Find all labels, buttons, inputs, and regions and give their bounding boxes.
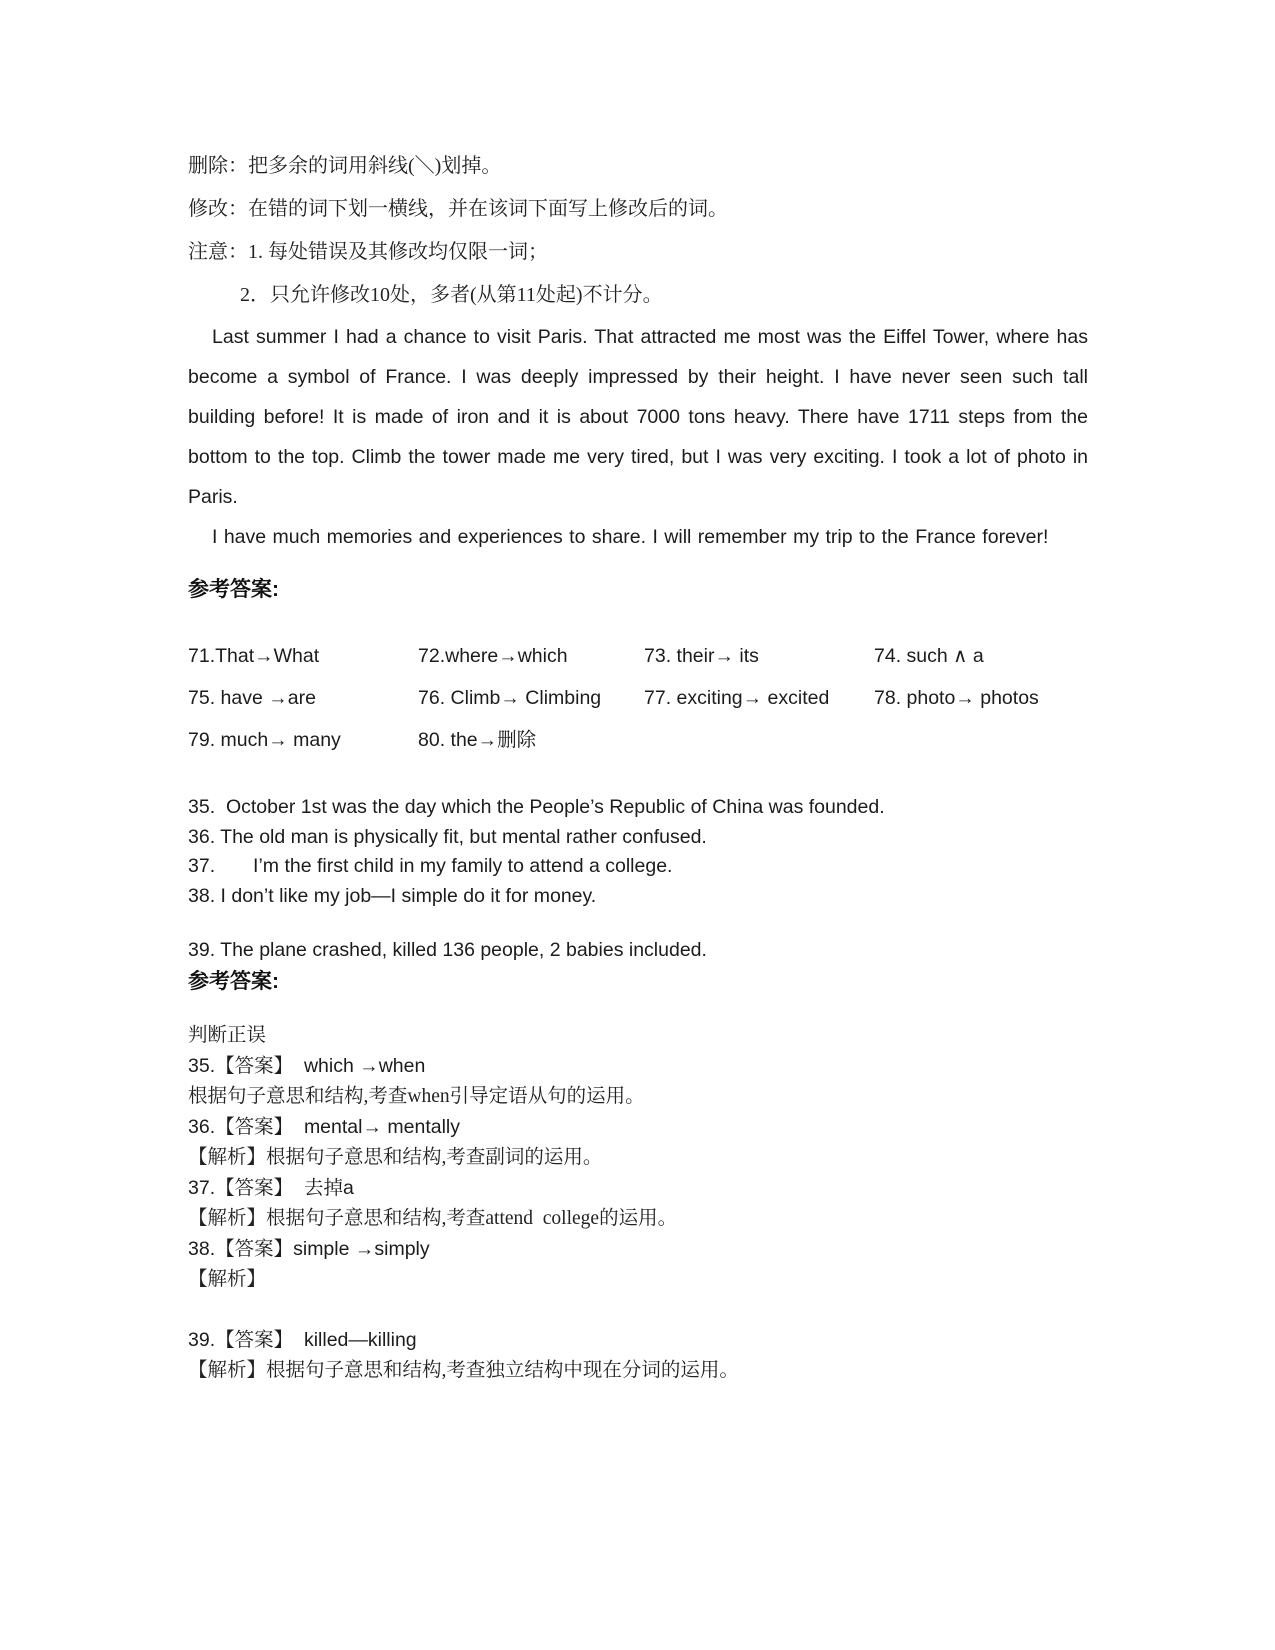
answer-entry-39: 39.【答案】 killed—killing (188, 1329, 417, 1351)
answer-item-74: 74. such ∧ a (874, 645, 984, 667)
analysis-38: 【解析】 (188, 1268, 267, 1290)
instruction-note-2: 2．只允许修改10处，多者(从第11处起)不计分。 (240, 284, 663, 306)
answer-key-heading-2: 参考答案: (188, 969, 279, 993)
sentence-list (188, 793, 1088, 966)
document-content (188, 145, 1088, 1386)
analysis-35: 根据句子意思和结构,考查when引导定语从句的运用。 (188, 1085, 645, 1107)
correction-instructions (188, 145, 1088, 317)
analysis-36: 【解析】根据句子意思和结构,考查副词的运用。 (188, 1146, 603, 1168)
essay-paragraph-2: I have much memories and experiences to share. I will remember my trip to the France forever! (212, 526, 1049, 548)
sentence-36: 36. The old man is physically fit, but mental rather confused. (188, 825, 707, 848)
judge-section-title: 判断正误 (188, 1024, 267, 1046)
answer-item-76: 76. Climb→ Climbing (418, 687, 602, 709)
answer-entry-35: 35.【答案】 which →when (188, 1055, 426, 1077)
answer-entry-36: 36.【答案】 mental→ mentally (188, 1116, 461, 1138)
answer-item-73: 73. their→ its (644, 645, 759, 667)
answer-item-72: 72.where→which (418, 645, 568, 667)
instruction-delete: 删除：把多余的词用斜线(＼)划掉。 (188, 155, 502, 177)
sentence-39: 39. The plane crashed, killed 136 people, 2 babies included. (188, 939, 707, 961)
answer-item-71: 71.That→What (188, 645, 320, 667)
answer-key-heading-1: 参考答案: (188, 578, 279, 601)
answer-entry-38: 38.【答案】simple →simply (188, 1238, 430, 1260)
sentence-35: 35. October 1st was the day which the People’s Republic of China was founded. (188, 796, 885, 818)
instruction-modify: 修改：在错的词下划一横线，并在该词下面写上修改后的词。 (188, 198, 728, 220)
essay-passage (188, 317, 1088, 557)
answer-entry-37: 37.【答案】 去掉a (188, 1177, 354, 1199)
answer-item-77: 77. exciting→ excited (644, 687, 830, 709)
instruction-note-1: 注意：1. 每处错误及其修改均仅限一词； (188, 241, 548, 263)
answer-grid (188, 635, 1088, 761)
essay-paragraph-1: Last summer I had a chance to visit Paris. That attracted me most was the Eiffel Tower, where has become a symbol of France. I was deeply impressed by their height. I have never seen such tall building before! It is made of iron and it is about 7000 tons heavy. There have 1711 steps from the bottom to the top. Climb the tower made me very tired, but I was very exciting. I took a lot of photo in Paris. (188, 326, 1088, 508)
answer-item-80: 80. the→删除 (418, 729, 537, 751)
sentence-38: 38. I don’t like my job—I simple do it for money. (188, 884, 597, 907)
answer-item-79: 79. much→ many (188, 729, 341, 751)
answer-item-75: 75. have →are (188, 687, 316, 709)
analysis-39: 【解析】根据句子意思和结构,考查独立结构中现在分词的运用。 (188, 1359, 739, 1381)
judge-answer-block (188, 1021, 1088, 1387)
analysis-37: 【解析】根据句子意思和结构,考查attend college的运用。 (188, 1207, 678, 1229)
sentence-37: 37. I’m the first child in my family to attend a college. (188, 855, 673, 877)
answer-item-78: 78. photo→ photos (874, 687, 1039, 709)
